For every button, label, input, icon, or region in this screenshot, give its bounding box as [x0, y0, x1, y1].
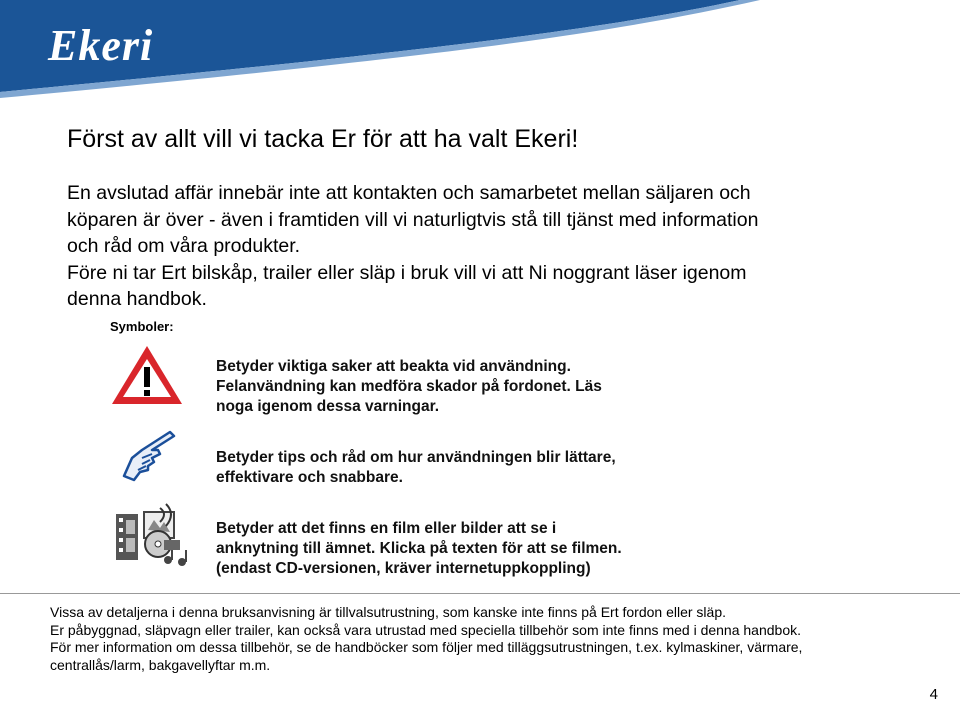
footer-line: För mer information om dessa tillbehör, se de handböcker som följer med tilläggsutrustningen, t.ex. kylmaskiner, värmare, — [50, 639, 803, 655]
warning-description: Betyder viktiga saker att beakta vid användning. Felanvändning kan medföra skador på fordonet. Läs noga igenom dessa varningar. — [216, 358, 602, 415]
ekeri-logo: Ekeri — [48, 21, 154, 70]
footer-line: centrallås/larm, bakgavellyftar m.m. — [50, 656, 271, 673]
page-number: 4 — [929, 686, 938, 703]
media-description[interactable]: Betyder att det finns en film eller bilder att se i anknytning till ämnet. Klicka på texten för att se filmen. (endast CD-versionen, kräver internetuppkoppling) — [216, 520, 622, 577]
footer-line: Er påbyggnad, släpvagn eller trailer, kan också vara utrustad med speciella tillbehör som inte finns med i denna handbok. — [50, 621, 801, 638]
header-banner — [0, 0, 960, 100]
symbols-label: Symboler: — [110, 319, 174, 334]
pointing-hand-icon — [118, 428, 178, 489]
tips-description: Betyder tips och råd om hur användningen blir lättare, effektivare och snabbare. — [216, 449, 616, 486]
footer-text — [50, 604, 930, 674]
footer-line: Vissa av detaljerna i denna bruksanvisning är tillvalsutrustning, som kanske inte finns på Ert fordon eller släp. — [50, 604, 726, 620]
footer-notice — [0, 593, 960, 705]
intro-line: köparen är över - även i framtiden vill vi naturligtvis stå till tjänst med information — [67, 208, 759, 231]
intro-paragraph — [67, 180, 937, 313]
intro-line: Före ni tar Ert bilskåp, trailer eller släp i bruk vill vi att Ni noggrant läser igenom — [67, 261, 747, 284]
multimedia-icon — [114, 500, 190, 575]
intro-line: och råd om våra produkter. — [67, 235, 301, 257]
warning-icon — [109, 343, 185, 412]
intro-line: En avslutad affär innebär inte att kontakten och samarbetet mellan säljaren och — [67, 182, 751, 204]
intro-line: denna handbok. — [67, 288, 207, 310]
page-title: Först av allt vill vi tacka Er för att ha valt Ekeri! — [67, 125, 579, 153]
